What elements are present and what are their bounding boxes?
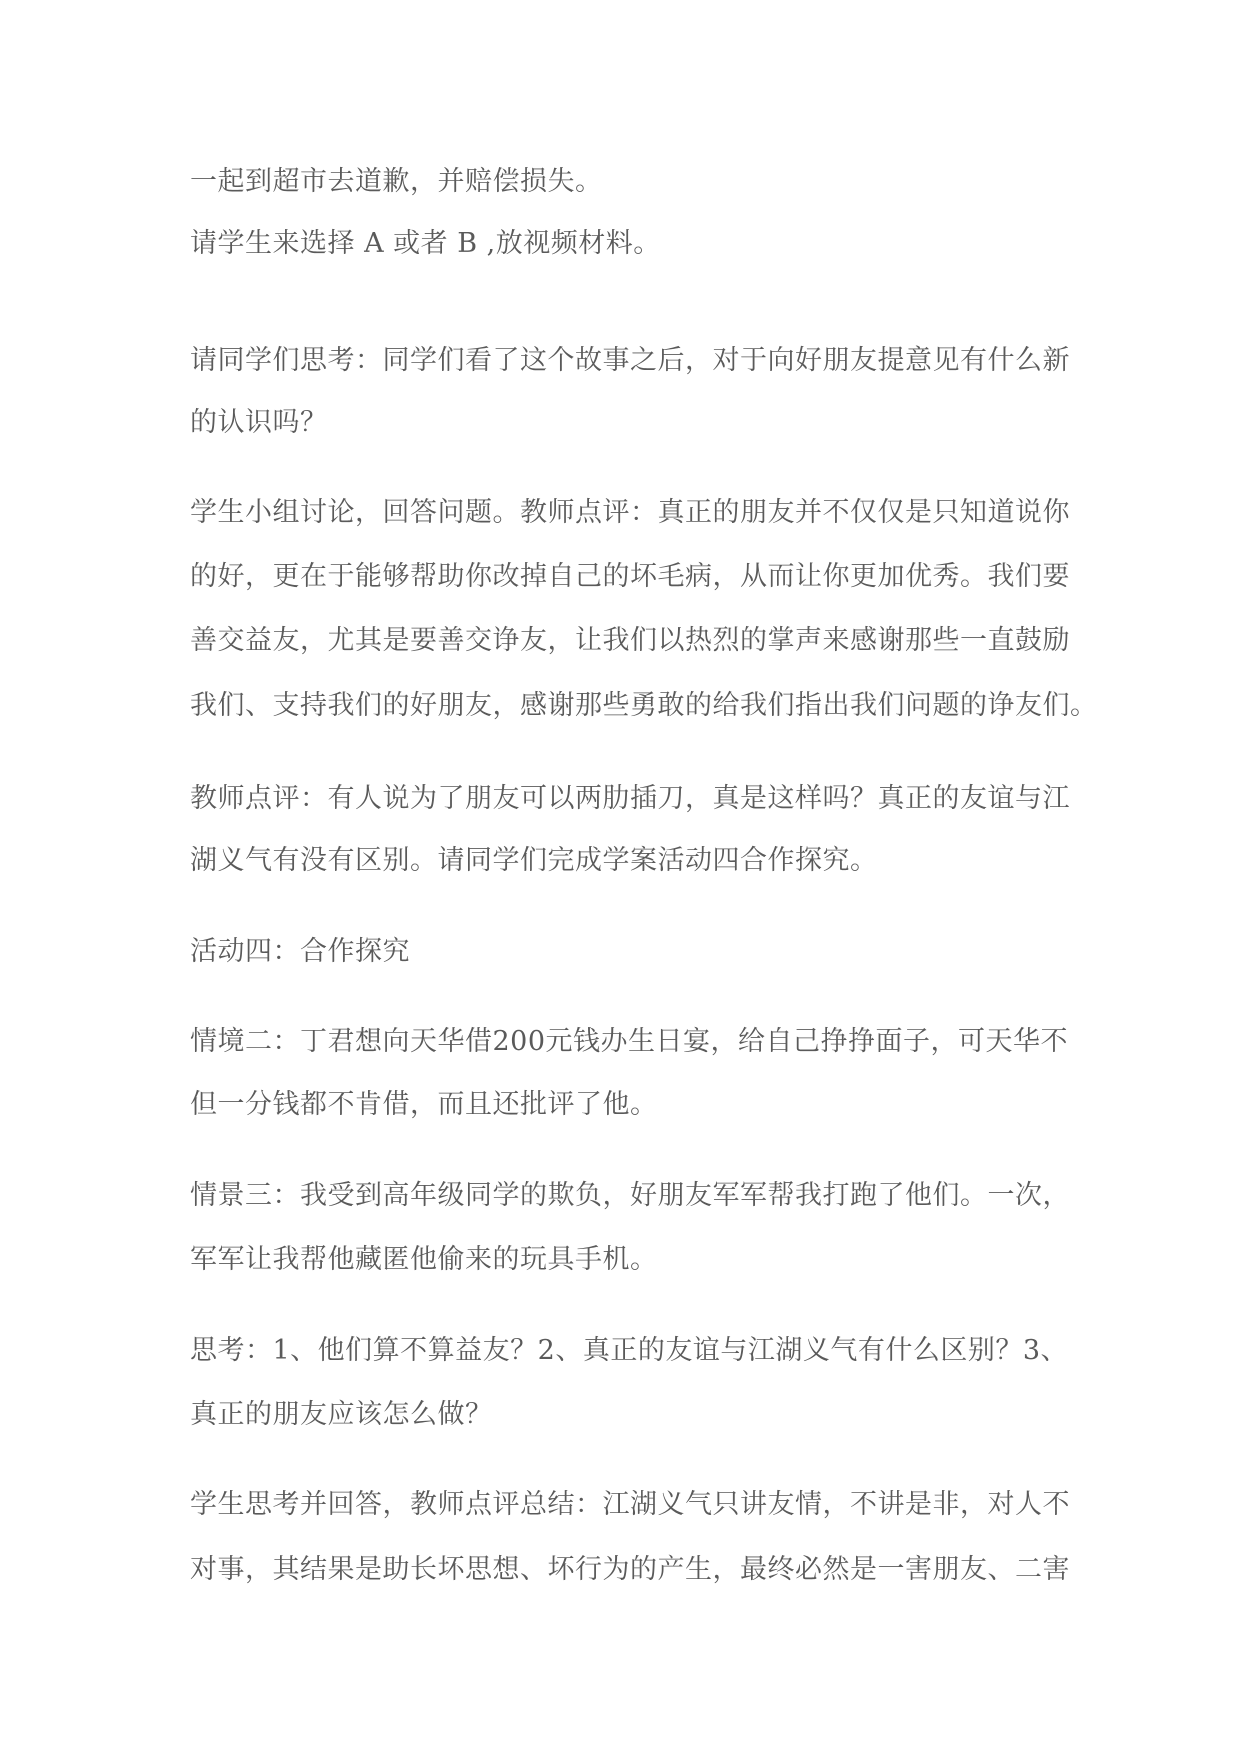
- text-line: 思考：1、他们算不算益友？2、真正的友谊与江湖义气有什么区别？3、: [190, 1335, 1069, 1366]
- text-line: 一起到超市去道歉，并赔偿损失。: [190, 166, 603, 197]
- text-line: 学生小组讨论，回答问题。教师点评：真正的朋友并不仅仅是只知道说你: [190, 497, 1070, 528]
- text-line: 的认识吗？: [190, 407, 328, 438]
- text-line: 请学生来选择 A 或者 B ,放视频材料。: [190, 228, 661, 259]
- text-line: 我们、支持我们的好朋友，感谢那些勇敢的给我们指出我们问题的诤友们。: [190, 690, 1098, 721]
- text-line: 但一分钱都不肯借，而且还批评了他。: [190, 1089, 658, 1120]
- text-line: 情景三：我受到高年级同学的欺负，好朋友军军帮我打跑了他们。一次，: [190, 1180, 1070, 1211]
- text-line: 真正的朋友应该怎么做？: [190, 1399, 493, 1430]
- text-line: 善交益友，尤其是要善交诤友，让我们以热烈的掌声来感谢那些一直鼓励: [190, 625, 1070, 656]
- text-line: 学生思考并回答，教师点评总结：江湖义气只讲友情，不讲是非，对人不: [190, 1489, 1070, 1520]
- text-line: 湖义气有没有区别。请同学们完成学案活动四合作探究。: [190, 845, 878, 876]
- section-heading: 活动四：合作探究: [190, 936, 410, 967]
- text-line: 情境二：丁君想向天华借200元钱办生日宴，给自己挣挣面子，可天华不: [190, 1026, 1069, 1057]
- text-line: 的好，更在于能够帮助你改掉自己的坏毛病，从而让你更加优秀。我们要: [190, 561, 1070, 592]
- text-line: 教师点评：有人说为了朋友可以两肋插刀，真是这样吗？真正的友谊与江: [190, 783, 1070, 814]
- text-line: 军军让我帮他藏匿他偷来的玩具手机。: [190, 1244, 658, 1275]
- text-line: 对事，其结果是助长坏思想、坏行为的产生，最终必然是一害朋友、二害: [190, 1554, 1070, 1585]
- text-line: 请同学们思考：同学们看了这个故事之后，对于向好朋友提意见有什么新: [190, 345, 1070, 376]
